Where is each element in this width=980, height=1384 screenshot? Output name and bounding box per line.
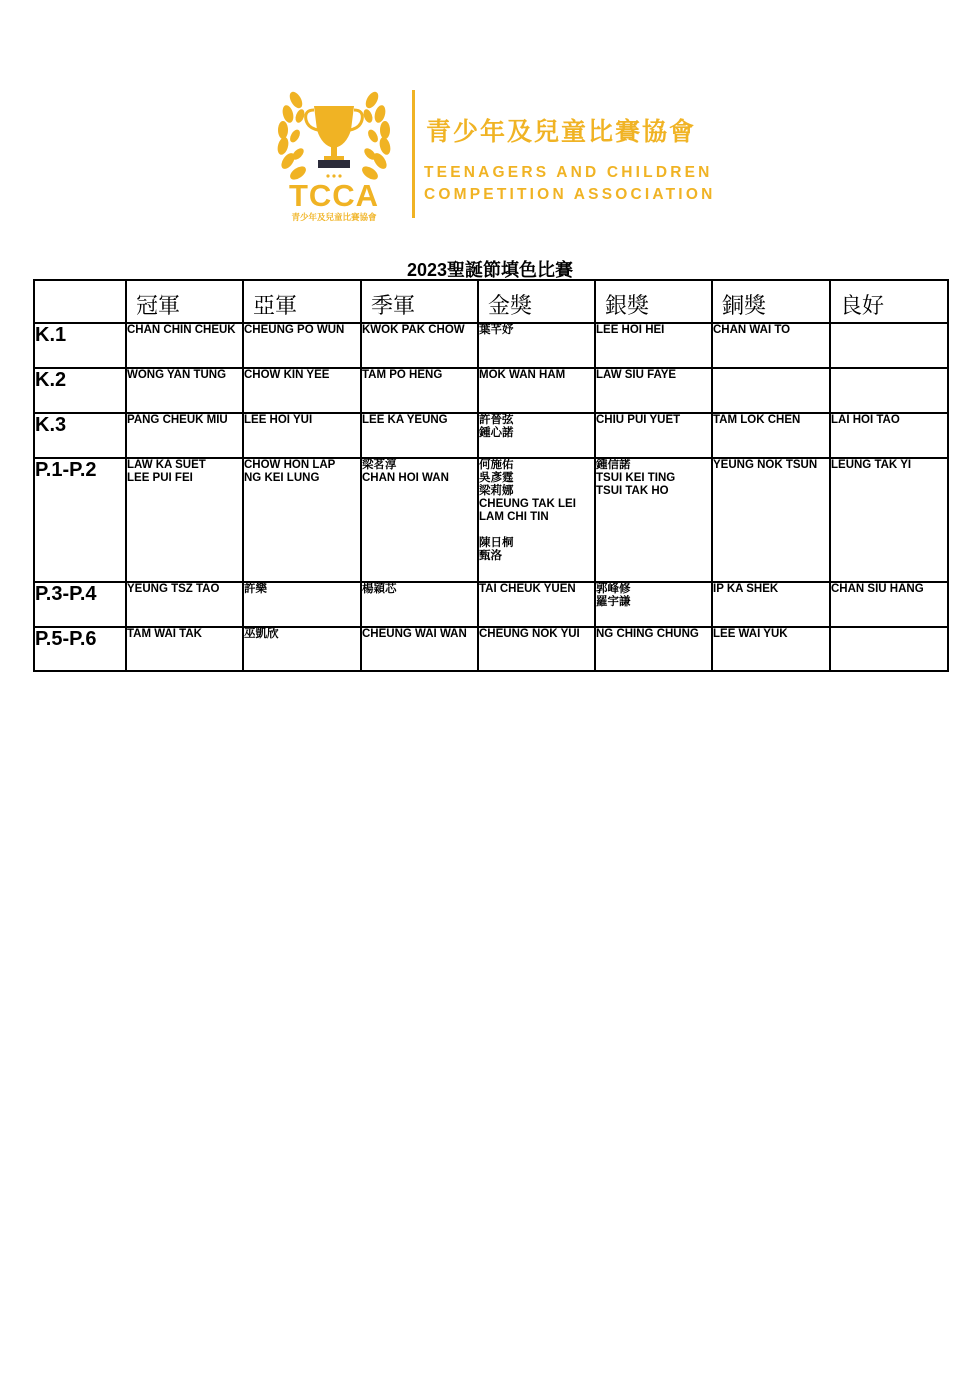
name-cell (126, 323, 243, 368)
logo-sub-text: 青少年及兒童比賽協會 (291, 213, 377, 223)
winner-name: TAM LOK CHEN (713, 414, 801, 426)
name-cell (478, 582, 595, 627)
name-cell (478, 368, 595, 413)
header-gold-award: 金獎 (478, 280, 595, 323)
winner-name: 梁莉娜 (479, 485, 514, 497)
winner-name: LAM CHI TIN (479, 511, 549, 523)
header-champion: 冠軍 (126, 280, 243, 323)
table-row (34, 368, 948, 413)
table-header-row (34, 280, 948, 323)
winner-name: NG CHING CHUNG (596, 628, 699, 640)
name-cell (243, 458, 361, 582)
winner-name: CHOW KIN YEE (244, 369, 330, 381)
winner-name: LEE HOI YUI (244, 414, 313, 426)
winner-name: CHIU PUI YUET (596, 414, 681, 426)
winner-name: 郭峰修 (596, 583, 631, 595)
name-cell (361, 368, 478, 413)
winner-name: LEUNG TAK YI (831, 459, 912, 471)
trophy-icon (306, 106, 363, 160)
name-cell (712, 323, 830, 368)
name-cell (595, 627, 712, 671)
name-cell (361, 323, 478, 368)
winner-name: 吳彥霆 (479, 472, 514, 484)
winner-name: TAI CHEUK YUEN (479, 583, 576, 595)
winner-name: PANG CHEUK MIU (127, 414, 228, 426)
winner-name: CHAN HOI WAN (362, 472, 449, 484)
winner-name: 陳日桐 (479, 537, 514, 549)
table-row (34, 458, 948, 582)
winner-name: TSUI KEI TING (596, 472, 676, 484)
name-cell (712, 413, 830, 458)
name-cell (595, 323, 712, 368)
name-cell-empty (830, 323, 948, 368)
winner-name: LEE KA YEUNG (362, 414, 448, 426)
category-cell: P.5-P.6 (34, 627, 126, 671)
winner-name: 甄洛 (479, 550, 502, 562)
name-cell (126, 413, 243, 458)
winner-name: 葉芊妤 (479, 324, 514, 336)
name-cell (361, 458, 478, 582)
winner-name: YEUNG NOK TSUN (713, 459, 818, 471)
laurel-left-icon (276, 90, 308, 183)
winner-name: 梁茗淳 (362, 459, 397, 471)
logo-divider (412, 90, 415, 218)
winner-name: 何施佑 (479, 459, 514, 471)
name-cell (126, 458, 243, 582)
name-cell (830, 458, 948, 582)
name-cell (712, 582, 830, 627)
winner-name: CHEUNG WAI WAN (362, 628, 467, 640)
table-row (34, 413, 948, 458)
org-name-en-line2: COMPETITION ASSOCIATION (424, 186, 716, 203)
org-name-en-line1: TEENAGERS AND CHILDREN (424, 164, 713, 181)
winner-name: 許樂 (244, 583, 267, 595)
table-row (34, 582, 948, 627)
winner-name: 楊穎芯 (362, 583, 397, 595)
winner-name: WONG YAN TUNG (127, 369, 227, 381)
category-cell: K.3 (34, 413, 126, 458)
name-cell (361, 627, 478, 671)
name-cell (595, 458, 712, 582)
winner-name: 許晉弦 (479, 414, 514, 426)
org-name-en (424, 162, 715, 206)
name-cell (243, 413, 361, 458)
category-cell: P.3-P.4 (34, 582, 126, 627)
winner-name: IP KA SHEK (713, 583, 779, 595)
winner-name: LEE WAI YUK (713, 628, 788, 640)
winner-name: CHEUNG NOK YUI (479, 628, 580, 640)
winner-name: TAM WAI TAK (127, 628, 202, 640)
document-title: 2023聖誕節填色比賽 (406, 260, 574, 280)
name-cell (361, 413, 478, 458)
trophy-base-icon (318, 160, 350, 168)
winner-name: LAW SIU FAYE (596, 369, 677, 381)
laurel-right-icon (360, 90, 392, 183)
header-bronze-award: 銅獎 (712, 280, 830, 323)
winner-name: LAI HOI TAO (831, 414, 900, 426)
name-cell (243, 368, 361, 413)
winner-name: LAW KA SUET (127, 459, 206, 471)
name-cell (126, 627, 243, 671)
results-table (33, 279, 949, 672)
winner-name: 巫凱欣 (244, 628, 279, 640)
winner-name: KWOK PAK CHOW (362, 324, 465, 336)
winner-name: MOK WAN HAM (479, 369, 566, 381)
trophy-laurel-emblem (274, 86, 394, 224)
header-silver-award: 銀獎 (595, 280, 712, 323)
name-cell (712, 627, 830, 671)
winner-name: CHAN WAI TO (713, 324, 791, 336)
winner-name: CHAN SIU HANG (831, 583, 924, 595)
table-row (34, 627, 948, 671)
category-cell: P.1-P.2 (34, 458, 126, 582)
name-cell (712, 458, 830, 582)
tcca-logo (274, 86, 714, 224)
header-first-runner-up: 亞軍 (243, 280, 361, 323)
name-cell (126, 368, 243, 413)
name-cell (478, 413, 595, 458)
winner-name: 鍾信諾 (596, 459, 631, 471)
name-cell (243, 323, 361, 368)
category-cell: K.1 (34, 323, 126, 368)
name-cell (478, 323, 595, 368)
winner-name: TAM PO HENG (362, 369, 443, 381)
header-merit: 良好 (830, 280, 948, 323)
name-cell (478, 627, 595, 671)
header-second-runner-up: 季軍 (361, 280, 478, 323)
name-cell (126, 582, 243, 627)
name-cell-empty (830, 627, 948, 671)
name-cell (243, 582, 361, 627)
name-cell (830, 582, 948, 627)
name-cell-empty (712, 368, 830, 413)
winner-name: NG KEI LUNG (244, 472, 320, 484)
name-cell (830, 413, 948, 458)
org-name-zh: 青少年及兒童比賽協會 (426, 117, 697, 146)
winner-name: LEE HOI HEI (596, 324, 665, 336)
winner-name: TSUI TAK HO (596, 485, 669, 497)
winner-name: CHEUNG PO WUN (244, 324, 345, 336)
name-cell-empty (830, 368, 948, 413)
name-cell (243, 627, 361, 671)
name-cell (595, 413, 712, 458)
header-cell-empty (34, 280, 126, 323)
winner-name: CHOW HON LAP (244, 459, 336, 471)
logo-mark-text: TCCA (288, 178, 380, 213)
winner-name: LEE PUI FEI (127, 472, 193, 484)
category-cell: K.2 (34, 368, 126, 413)
name-cell (595, 582, 712, 627)
winner-name: YEUNG TSZ TAO (127, 583, 220, 595)
winner-name: 羅宇謙 (596, 596, 631, 608)
table-row (34, 323, 948, 368)
winner-name: CHEUNG TAK LEI (479, 498, 576, 510)
winner-name: 鍾心諾 (479, 427, 514, 439)
name-cell (478, 458, 595, 582)
name-cell (595, 368, 712, 413)
winner-name: CHAN CHIN CHEUK (127, 324, 236, 336)
name-cell (361, 582, 478, 627)
